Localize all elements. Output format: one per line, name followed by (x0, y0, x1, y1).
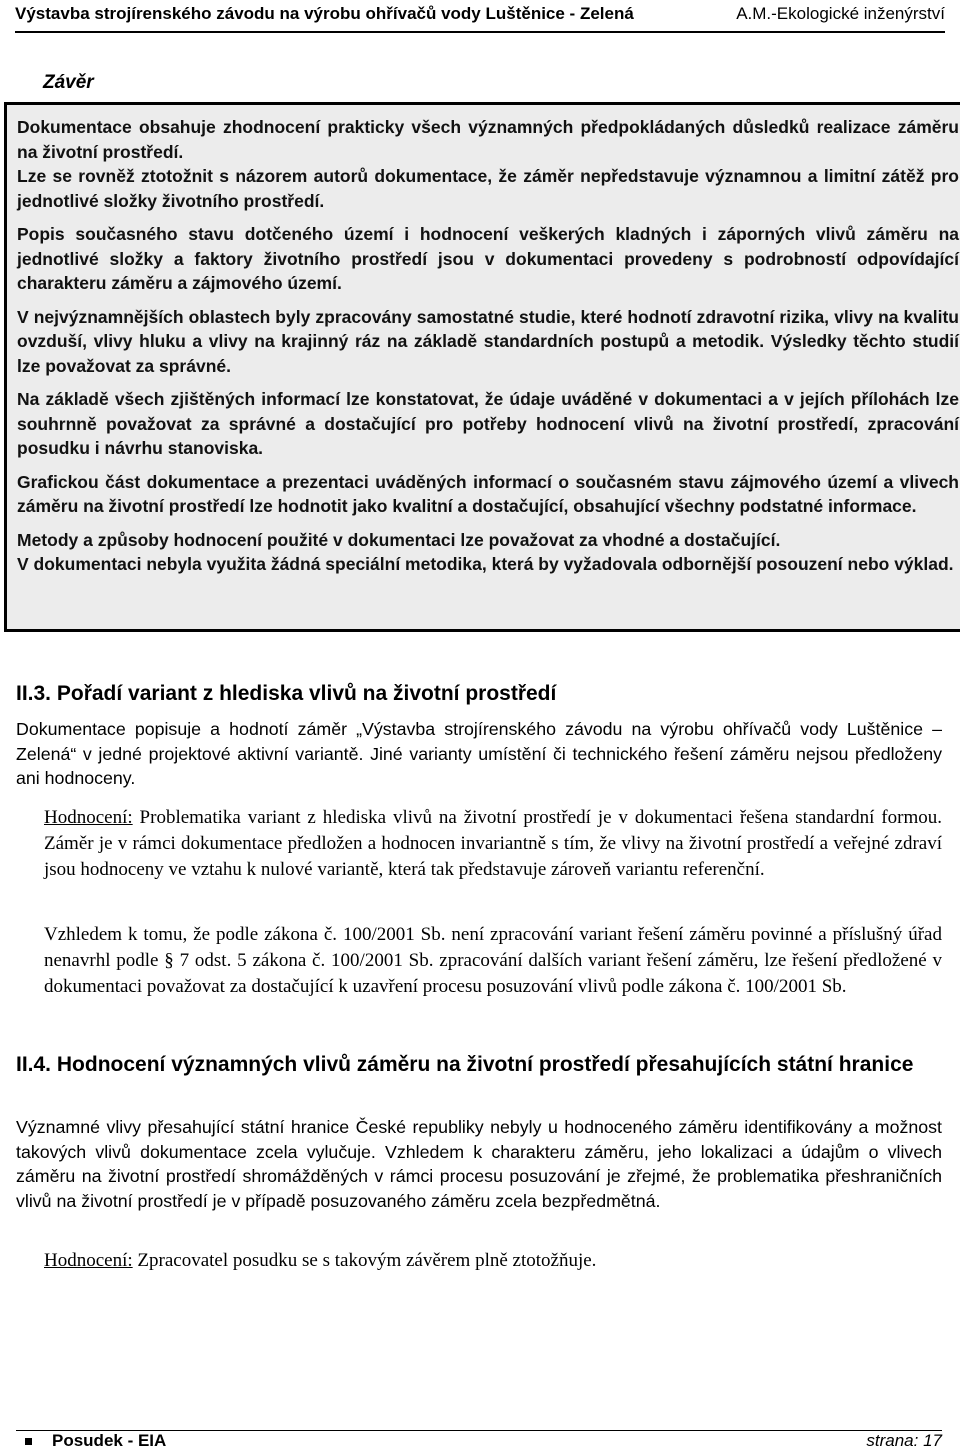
evaluation-text: Problematika variant z hlediska vlivů na životní prostředí je v dokumentaci řešena standardní formou. Záměr je v rámci dokumentace předložen a hodnocen invariantně s tím, že vlivy na životní prostředí a veřejné zdraví jsou hodnoceny ve vztahu k nulové variantě, která tak představuje zároveň variantu referenční. (44, 807, 942, 880)
header-title: Výstavba strojírenského závodu na výrobu ohřívačů vody Luštěnice - Zelená (15, 4, 634, 23)
section-4-number: II.4. (16, 1053, 52, 1076)
footer-left (16, 1431, 166, 1451)
conclusion-paragraph: V dokumentaci nebyla využita žádná speciální metodika, která by vyžadovala odbornější posouzení nebo výklad. (17, 554, 954, 574)
footer-page-number: strana: 17 (866, 1431, 942, 1450)
section-4-title (16, 1050, 942, 1079)
conclusion-heading: Závěr (43, 72, 94, 93)
conclusion-paragraph: Dokumentace obsahuje zhodnocení prakticky všech významných předpokládaných důsledků realizace záměru na životní prostředí. (17, 117, 959, 162)
header-company: A.M.-Ekologické inženýrství (736, 4, 945, 23)
conclusion-paragraph: Lze se rovněž ztotožnit s názorem autorů dokumentace, že záměr nepředstavuje významnou a limitní zátěž pro jednotlivé složky životního prostředí. (17, 166, 959, 211)
section-3-title (16, 680, 556, 707)
section-3-intro: Dokumentace popisuje a hodnotí záměr „Výstavba strojírenského závodu na výrobu ohřívačů vody Luštěnice – Zelená“ v jedné projektové aktivní variantě. Jiné varianty umístění či technického řešení záměru nejsou předloženy ani hodnoceny. (16, 719, 942, 789)
conclusion-paragraph: V nejvýznamnějších oblastech byly zpracovány samostatné studie, které hodnotí zdravotní rizika, vlivy na kvalitu ovzduší, vlivy hluku a vlivy na krajinný ráz na základě standardních postupů a metodik. Výsledky těchto studií lze považovat za správné. (17, 306, 959, 376)
conclusion-box (4, 102, 960, 632)
conclusion-paragraph: Na základě všech zjištěných informací lze konstatovat, že údaje uváděné v dokumentaci a v jejích přílohách lze souhrnně považovat za správné a dostačující pro potřeby hodnocení vlivů na životní prostředí, zpracování posudku i návrhu stanoviska. (17, 389, 959, 458)
section-3-number: II.3. (16, 682, 52, 705)
section-3-heading: Pořadí variant z hlediska vlivů na životní prostředí (56, 682, 557, 705)
page-header (15, 3, 945, 33)
section-4-heading: Hodnocení významných vlivů záměru na životní prostředí přesahujících státní hranice (56, 1053, 914, 1076)
section-4-evaluation (44, 1248, 942, 1274)
conclusion-paragraph: Grafickou část dokumentace a prezentaci uváděných informací o současném stavu zájmového území a vlivech záměru na životní prostředí lze hodnotit jako kvalitní a dostačující, obsahující všechny podstatné informace. (17, 471, 959, 516)
section-3-paragraph-2: Vzhledem k tomu, že podle zákona č. 100/2001 Sb. není zpracování variant řešení záměru povinné a příslušný úřad nenavrhl podle § 7 odst. 5 zákona č. 100/2001 Sb. zpracování dalších variant řešení záměru, lze řešení předložené v dokumentaci považovat za dostačující k uzavření procesu posuzování vlivů podle zákona č. 100/2001 Sb. (44, 924, 942, 997)
square-bullet-icon (25, 1438, 32, 1445)
conclusion-paragraph: Metody a způsoby hodnocení použité v dokumentaci lze považovat za vhodné a dostačující. (17, 529, 781, 550)
evaluation-text: Zpracovatel posudku se s takovým závěrem plně ztotožňuje. (132, 1250, 597, 1271)
evaluation-label: Hodnocení: (44, 1250, 133, 1271)
page-footer (16, 1430, 942, 1451)
footer-document-name: Posudek - EIA (52, 1431, 167, 1450)
evaluation-label: Hodnocení: (44, 807, 133, 828)
section-4-intro: Významné vlivy přesahující státní hranice České republiky nebyly u hodnoceného záměru identifikovány a možnost takových vlivů dokumentace zcela vylučuje. Vzhledem k charakteru záměru, jeho lokalizaci a údajům o vlivech záměru na životní prostředí shromážděných v rámci procesu posuzování je zřejmé, že problematika přeshraničních vlivů na životní prostředí je v případě posuzovaného záměru zcela bezpředmětná. (16, 1117, 942, 1212)
conclusion-paragraph: Popis současného stavu dotčeného území i hodnocení veškerých kladných i záporných vlivů záměru na jednotlivé složky a faktory životního prostředí jsou v dokumentaci provedeny s podrobností odpovídající charakteru záměru a zájmového území. (17, 224, 959, 293)
section-3-evaluation (44, 805, 942, 883)
